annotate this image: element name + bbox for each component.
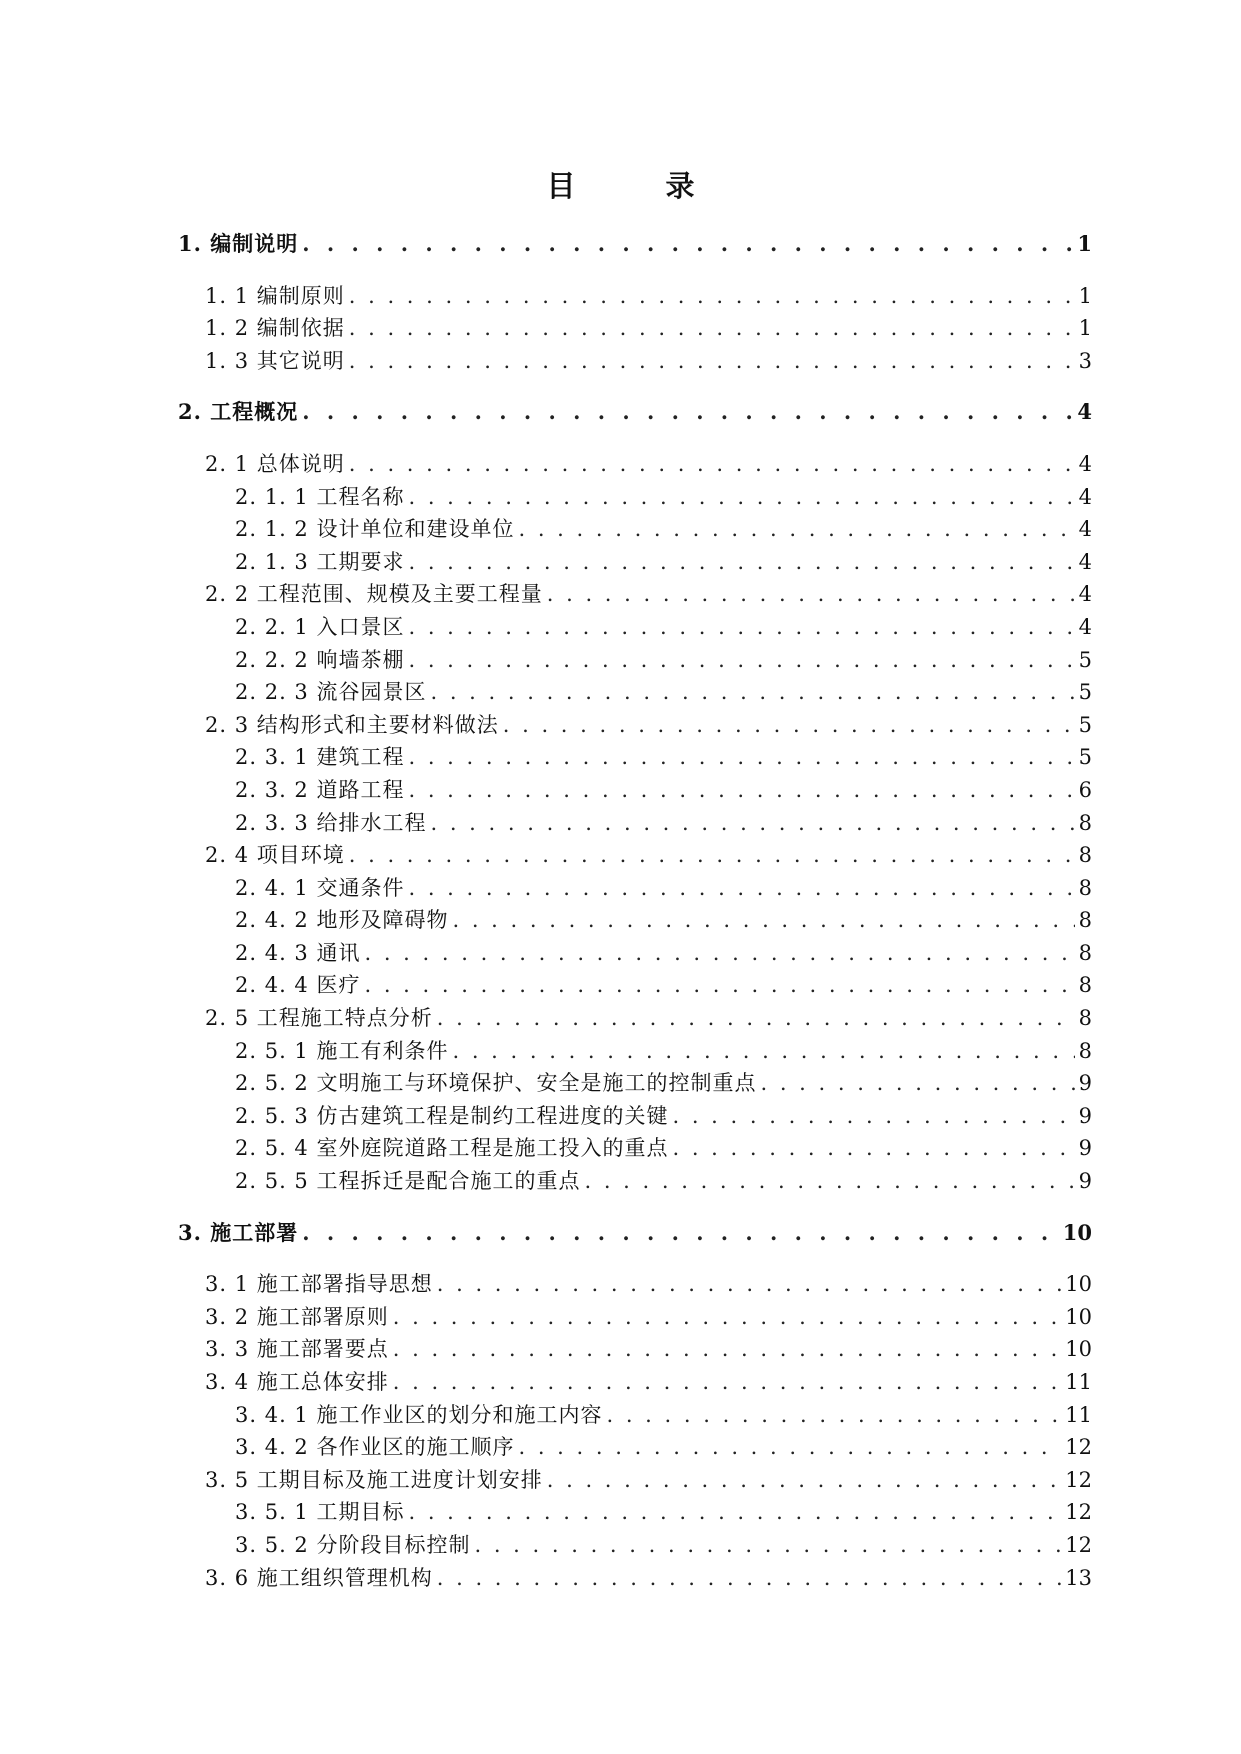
toc-page-number: 5 <box>1078 745 1092 770</box>
toc-entry-label: 3. 3 施工部署要点 <box>205 1337 389 1362</box>
toc-page-number: 8 <box>1078 973 1092 998</box>
toc-page-number: 5 <box>1078 647 1092 672</box>
toc-entry-section[interactable] <box>178 578 1092 611</box>
toc-page-number: 11 <box>1065 1402 1092 1427</box>
toc-page-number: 4 <box>1078 549 1092 574</box>
toc-entry-label: 2. 2. 1 入口景区 <box>235 614 405 639</box>
toc-entry-label: 2. 1. 3 工期要求 <box>235 549 405 574</box>
toc-page-number: 12 <box>1065 1532 1092 1557</box>
toc-entry-chapter[interactable] <box>178 1217 1092 1250</box>
toc-entry-label: 3. 1 施工部署指导思想 <box>205 1272 433 1297</box>
toc-list <box>178 228 1092 1594</box>
toc-entry-label: 2. 5. 3 仿古建筑工程是制约工程进度的关键 <box>235 1103 669 1128</box>
toc-leader-dots <box>302 228 1073 261</box>
toc-entry-label: 2. 工程概况 <box>178 399 299 425</box>
toc-entry-subsection[interactable] <box>178 774 1092 807</box>
toc-leader-dots <box>393 1366 1062 1399</box>
toc-entry-section[interactable] <box>178 1301 1092 1334</box>
toc-entry-subsection[interactable] <box>178 1132 1092 1165</box>
toc-page-number: 10 <box>1062 1219 1092 1245</box>
toc-entry-label: 1. 3 其它说明 <box>205 348 345 373</box>
toc-entry-subsection[interactable] <box>178 1165 1092 1198</box>
toc-leader-dots <box>408 774 1074 807</box>
toc-title: 目 录 <box>546 169 735 203</box>
toc-leader-dots <box>408 611 1074 644</box>
toc-entry-subsection[interactable] <box>178 1529 1092 1562</box>
toc-leader-dots <box>452 904 1074 937</box>
toc-page-number: 1 <box>1078 283 1092 308</box>
toc-page-number: 3 <box>1078 348 1092 373</box>
toc-entry-label: 3. 5. 1 工期目标 <box>235 1500 405 1525</box>
toc-entry-label: 2. 2. 2 响墙茶棚 <box>235 647 405 672</box>
toc-entry-subsection[interactable] <box>178 676 1092 709</box>
toc-entry-subsection[interactable] <box>178 481 1092 514</box>
toc-entry-subsection[interactable] <box>178 807 1092 840</box>
toc-entry-subsection[interactable] <box>178 1496 1092 1529</box>
toc-entry-label: 2. 4. 1 交通条件 <box>235 875 405 900</box>
toc-entry-label: 2. 2 工程范围、规模及主要工程量 <box>205 582 543 607</box>
toc-entry-label: 1. 1 编制原则 <box>205 283 345 308</box>
toc-entry-section[interactable] <box>178 1268 1092 1301</box>
toc-entry-section[interactable] <box>178 280 1092 313</box>
toc-entry-subsection[interactable] <box>178 546 1092 579</box>
toc-page-number: 8 <box>1078 1038 1092 1063</box>
toc-page-number: 1 <box>1077 231 1092 256</box>
toc-page-number: 5 <box>1078 680 1092 705</box>
toc-page-number: 12 <box>1065 1500 1092 1525</box>
toc-entry-label: 2. 2. 3 流谷园景区 <box>235 680 427 705</box>
toc-leader-dots <box>437 1562 1062 1595</box>
toc-leader-dots <box>430 676 1074 709</box>
toc-entry-label: 2. 4. 2 地形及障碍物 <box>235 908 449 933</box>
toc-leader-dots <box>547 578 1075 611</box>
toc-leader-dots <box>302 1217 1059 1250</box>
toc-entry-label: 3. 施工部署 <box>178 1219 299 1245</box>
toc-page-number: 13 <box>1065 1565 1092 1590</box>
toc-leader-dots <box>672 1132 1074 1165</box>
toc-leader-dots <box>474 1529 1061 1562</box>
toc-page-number: 10 <box>1065 1304 1092 1329</box>
toc-leader-dots <box>349 312 1075 345</box>
toc-page-number: 4 <box>1078 582 1092 607</box>
toc-entry-label: 2. 3 结构形式和主要材料做法 <box>205 712 499 737</box>
toc-leader-dots <box>518 1431 1061 1464</box>
toc-leader-dots <box>408 741 1074 774</box>
toc-entry-subsection[interactable] <box>178 937 1092 970</box>
toc-page-number: 4 <box>1078 614 1092 639</box>
toc-entry-label: 3. 2 施工部署原则 <box>205 1304 389 1329</box>
toc-entry-label: 2. 1. 1 工程名称 <box>235 484 405 509</box>
toc-leader-dots <box>606 1399 1061 1432</box>
toc-entry-section[interactable] <box>178 1002 1092 1035</box>
toc-entry-subsection[interactable] <box>178 872 1092 905</box>
toc-page-number: 5 <box>1078 712 1092 737</box>
toc-entry-label: 2. 3. 3 给排水工程 <box>235 810 427 835</box>
toc-page-number: 10 <box>1065 1272 1092 1297</box>
toc-entry-chapter[interactable] <box>178 396 1092 429</box>
toc-page-number: 9 <box>1078 1071 1092 1096</box>
toc-page-number: 9 <box>1078 1136 1092 1161</box>
toc-entry-subsection[interactable] <box>178 741 1092 774</box>
toc-leader-dots <box>364 969 1074 1002</box>
toc-page-number: 6 <box>1078 777 1092 802</box>
toc-page-number: 9 <box>1078 1169 1092 1194</box>
toc-leader-dots <box>503 709 1075 742</box>
toc-entry-label: 3. 4. 2 各作业区的施工顺序 <box>235 1435 515 1460</box>
toc-entry-label: 3. 5 工期目标及施工进度计划安排 <box>205 1467 543 1492</box>
toc-entry-label: 2. 5. 1 施工有利条件 <box>235 1038 449 1063</box>
toc-leader-dots <box>452 1035 1074 1068</box>
toc-page-number: 4 <box>1077 399 1092 425</box>
toc-entry-section[interactable] <box>178 839 1092 872</box>
toc-leader-dots <box>547 1464 1062 1497</box>
toc-entry-section[interactable] <box>178 1562 1092 1595</box>
toc-entry-subsection[interactable] <box>178 513 1092 546</box>
toc-leader-dots <box>408 481 1074 514</box>
toc-leader-dots <box>672 1100 1074 1133</box>
toc-entry-subsection[interactable] <box>178 904 1092 937</box>
toc-entry-section[interactable] <box>178 1333 1092 1366</box>
toc-entry-label: 1. 2 编制依据 <box>205 316 345 341</box>
toc-page-number: 8 <box>1078 843 1092 868</box>
toc-leader-dots <box>349 448 1075 481</box>
toc-entry-section[interactable] <box>178 1464 1092 1497</box>
toc-page-number: 9 <box>1078 1103 1092 1128</box>
toc-entry-label: 2. 4 项目环境 <box>205 843 345 868</box>
toc-leader-dots <box>408 872 1074 905</box>
toc-leader-dots <box>584 1165 1074 1198</box>
toc-entry-label: 2. 3. 1 建筑工程 <box>235 745 405 770</box>
toc-page-number: 12 <box>1065 1467 1092 1492</box>
toc-page-number: 4 <box>1078 484 1092 509</box>
toc-leader-dots <box>760 1067 1074 1100</box>
toc-leader-dots <box>349 280 1075 313</box>
toc-leader-dots <box>408 546 1074 579</box>
toc-leader-dots <box>302 396 1073 429</box>
toc-page-number: 8 <box>1078 875 1092 900</box>
toc-leader-dots <box>349 839 1075 872</box>
toc-entry-label: 2. 5. 2 文明施工与环境保护、安全是施工的控制重点 <box>235 1071 757 1096</box>
toc-page-number: 8 <box>1078 810 1092 835</box>
toc-entry-label: 3. 4 施工总体安排 <box>205 1370 389 1394</box>
toc-leader-dots <box>408 644 1074 677</box>
toc-leader-dots <box>408 1496 1061 1529</box>
toc-entry-subsection[interactable] <box>178 644 1092 677</box>
toc-entry-label: 2. 4. 4 医疗 <box>235 973 361 998</box>
toc-entry-label: 3. 6 施工组织管理机构 <box>205 1565 433 1590</box>
toc-page-number: 11 <box>1065 1370 1092 1394</box>
toc-page-number: 4 <box>1078 517 1092 542</box>
toc-entry-section[interactable] <box>178 345 1092 378</box>
toc-entry-subsection[interactable] <box>178 1431 1092 1464</box>
toc-leader-dots <box>349 345 1075 378</box>
toc-leader-dots <box>430 807 1074 840</box>
toc-leader-dots <box>518 513 1074 546</box>
toc-entry-subsection[interactable] <box>178 611 1092 644</box>
toc-page-number: 10 <box>1065 1337 1092 1362</box>
toc-entry-label: 2. 5 工程施工特点分析 <box>205 1006 433 1031</box>
toc-entry-section[interactable] <box>178 709 1092 742</box>
toc-entry-label: 2. 5. 5 工程拆迁是配合施工的重点 <box>235 1169 581 1194</box>
toc-entry-chapter[interactable] <box>178 228 1092 261</box>
toc-leader-dots <box>393 1301 1062 1334</box>
toc-entry-section[interactable] <box>178 312 1092 345</box>
toc-entry-label: 2. 3. 2 道路工程 <box>235 777 405 802</box>
toc-entry-subsection[interactable] <box>178 1100 1092 1133</box>
toc-entry-subsection[interactable] <box>178 969 1092 1002</box>
toc-entry-label: 3. 5. 2 分阶段目标控制 <box>235 1532 471 1557</box>
toc-entry-subsection[interactable] <box>178 1035 1092 1068</box>
toc-page-number: 4 <box>1078 451 1092 476</box>
toc-entry-subsection[interactable] <box>178 1067 1092 1100</box>
toc-leader-dots <box>364 937 1074 970</box>
toc-leader-dots <box>393 1333 1062 1366</box>
toc-leader-dots <box>437 1002 1075 1035</box>
toc-entry-label: 2. 1. 2 设计单位和建设单位 <box>235 517 515 542</box>
toc-entry-label: 2. 4. 3 通讯 <box>235 940 361 965</box>
toc-entry-section[interactable] <box>178 1366 1092 1399</box>
toc-leader-dots <box>437 1268 1062 1301</box>
toc-entry-label: 1. 编制说明 <box>178 231 299 256</box>
toc-page-number: 12 <box>1065 1435 1092 1460</box>
toc-page-number: 8 <box>1078 908 1092 933</box>
toc-page-number: 8 <box>1078 1006 1092 1031</box>
toc-entry-label: 3. 4. 1 施工作业区的划分和施工内容 <box>235 1402 603 1427</box>
toc-entry-section[interactable] <box>178 448 1092 481</box>
toc-entry-label: 2. 1 总体说明 <box>205 451 345 476</box>
toc-page-number: 8 <box>1078 940 1092 965</box>
toc-page-number: 1 <box>1078 316 1092 341</box>
toc-entry-label: 2. 5. 4 室外庭院道路工程是施工投入的重点 <box>235 1136 669 1161</box>
toc-entry-subsection[interactable] <box>178 1399 1092 1432</box>
